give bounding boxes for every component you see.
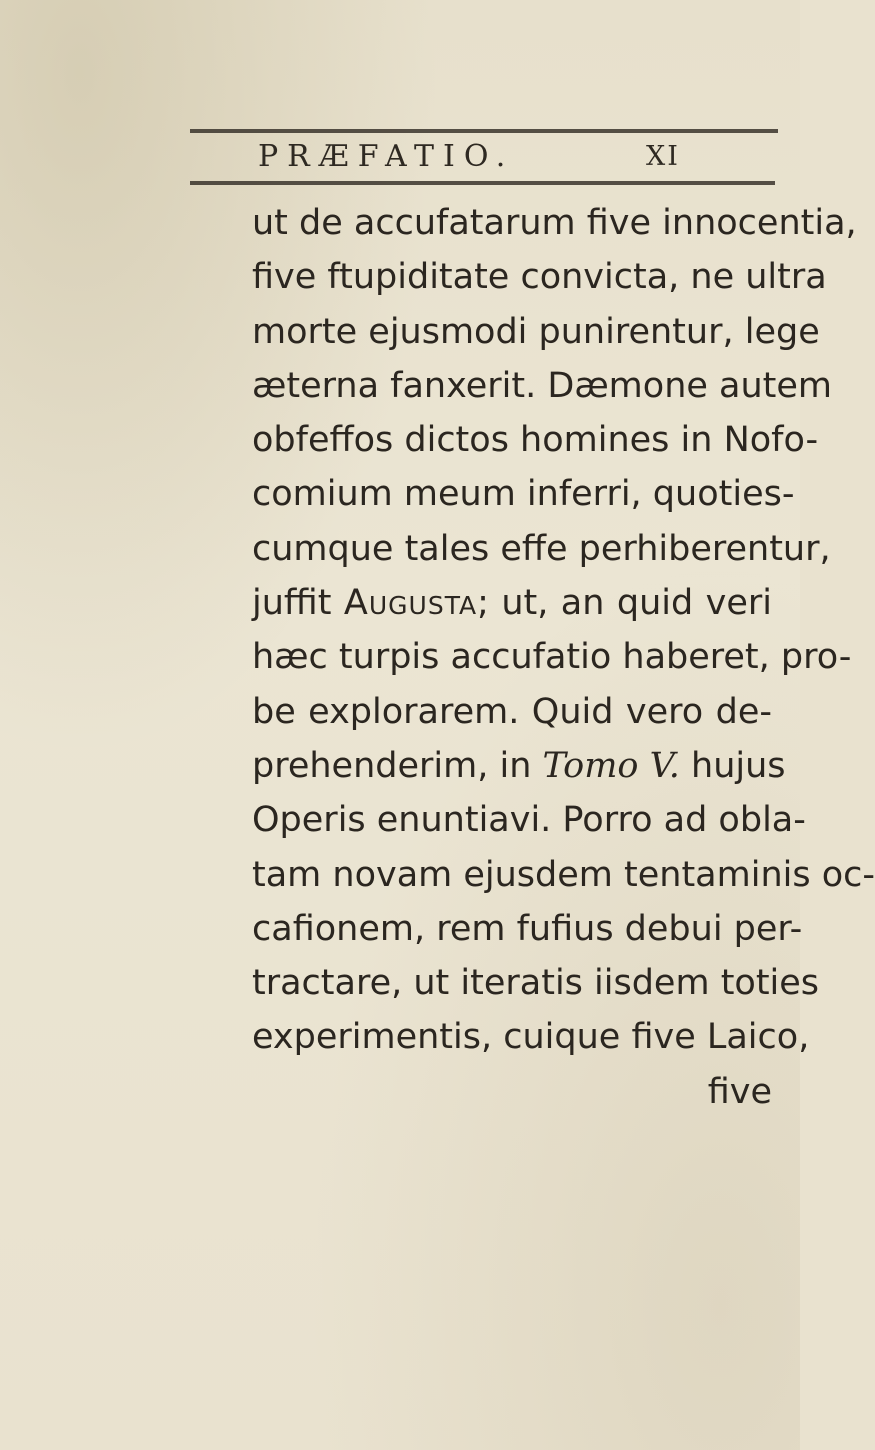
header-rule-top	[190, 129, 778, 133]
header-rule-bottom	[190, 181, 775, 185]
text-line: morte ejusmodi punirentur, lege	[252, 311, 820, 352]
text-line: obfeffos dictos homines in Nofo-	[252, 420, 819, 461]
text-line: cafionem, rem fufius debui per-	[252, 908, 803, 949]
running-head	[0, 135, 800, 179]
body-text	[252, 196, 875, 1119]
text-line	[252, 576, 772, 630]
text-line: cumque tales effe perhiberentur,	[252, 528, 831, 569]
running-head-title: PRÆFATIO.	[258, 139, 515, 174]
text-segment: hujus	[679, 745, 786, 786]
text-line: æterna fanxerit. Dæmone autem	[252, 365, 833, 406]
text-line: ut de accufatarum five innocentia,	[252, 203, 857, 243]
text-line: comium meum inferri, quoties-	[252, 474, 795, 515]
text-line: tractare, ut iteratis iisdem toties	[252, 963, 820, 1004]
small-caps-word: Augusta	[343, 583, 478, 624]
text-line: be explorarem. Quid vero de-	[252, 691, 772, 732]
italic-reference: Tomo V.	[542, 745, 680, 786]
page-number: XI	[646, 141, 680, 172]
text-line: tam novam ejusdem tentaminis oc-	[252, 854, 875, 895]
catchword: five	[707, 1071, 772, 1112]
text-segment: ; ut, an quid veri	[477, 583, 773, 624]
text-segment: prehenderim, in	[252, 745, 543, 786]
text-line: experimentis, cuique five Laico,	[252, 1017, 810, 1058]
text-line: five ftupiditate convicta, ne ultra	[252, 257, 827, 298]
text-segment: juffit	[252, 583, 344, 624]
text-line: Operis enuntiavi. Porro ad obla-	[252, 800, 806, 841]
text-line	[252, 739, 786, 793]
text-line: hæc turpis accufatio haberet, pro-	[252, 637, 852, 678]
